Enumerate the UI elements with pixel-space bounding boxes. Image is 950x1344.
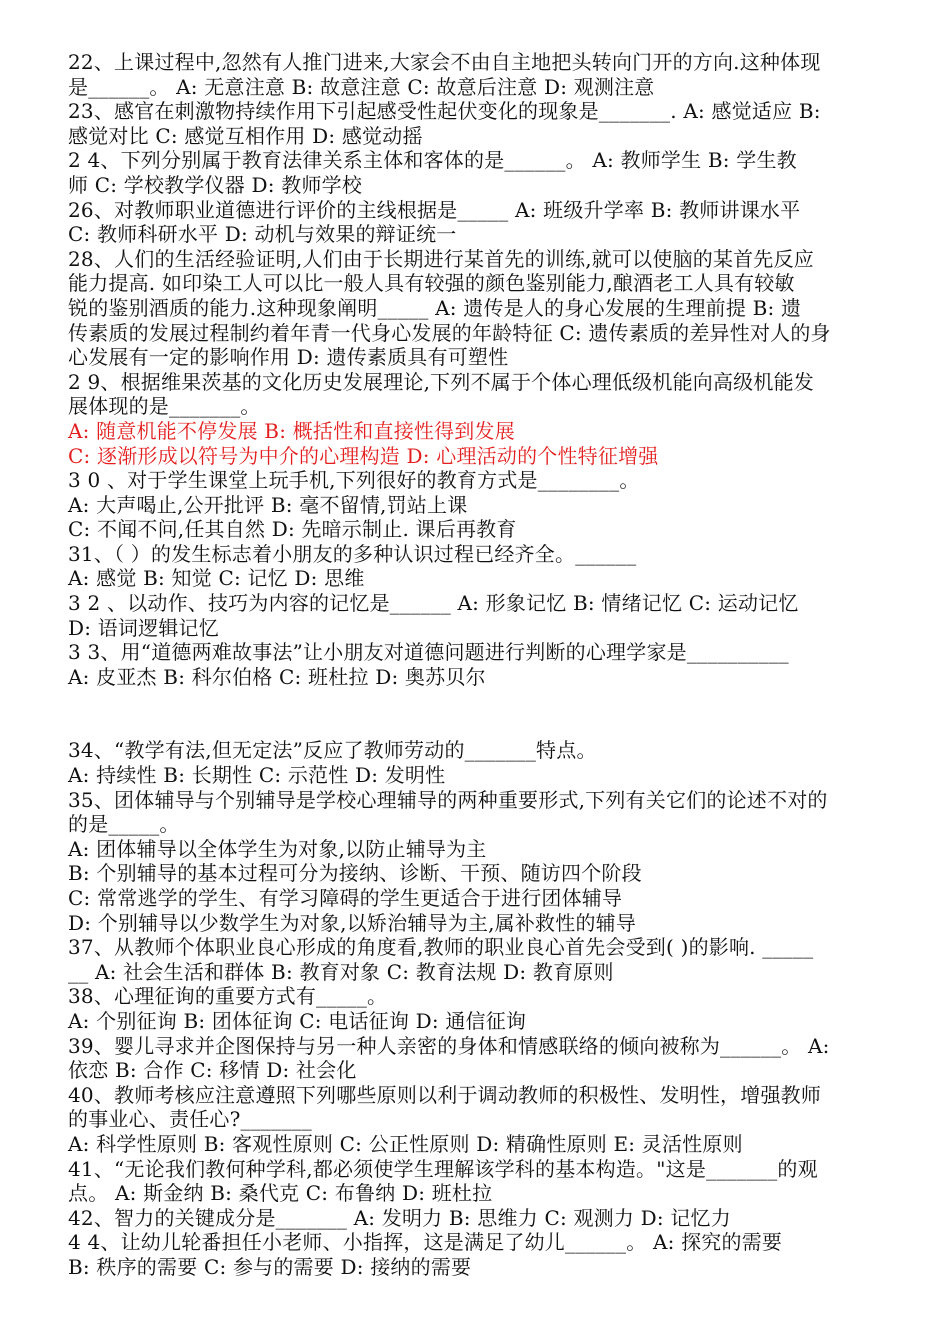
text-line: A: 持续性 B: 长期性 C: 示范性 D: 发明性 xyxy=(68,763,446,788)
text-line: A: 大声喝止,公开批评 B: 毫不留情,罚站上课 xyxy=(68,492,468,517)
text-line: 22、上课过程中,忽然有人推门进来,大家会不由自主地把头转向门开的方向.这种体现 xyxy=(68,50,821,74)
text-line: 的是_____。 xyxy=(68,812,180,837)
highlighted-text-line: C: 逐渐形成以符号为中介的心理构造 D: 心理活动的个性特征增强 xyxy=(68,443,659,468)
text-line: D: 个别辅导以少数学生为对象,以矫治辅导为主,属补救性的辅导 xyxy=(68,910,637,935)
text-line: 3 3、用“道德两难故事法”让小朋友对道德问题进行判断的心理学家是__________ xyxy=(68,640,789,665)
text-line: 42、智力的关键成分是_______ A: 发明力 B: 思维力 C: 观测力 D: 记忆力 xyxy=(68,1205,731,1230)
text-line: 依恋 B: 合作 C: 移情 D: 社会化 xyxy=(68,1058,357,1083)
text-line: 31、（ ）的发生标志着小朋友的多种认识过程已经齐全。______ xyxy=(68,541,637,566)
text-line: C: 教师科研水平 D: 动机与效果的辩证统一 xyxy=(68,222,457,247)
text-line: 40、教师考核应注意遵照下列哪些原则以利于调动教师的积极性、发明性，增强教师 xyxy=(68,1082,822,1107)
text-line: 感觉对比 C: 感觉互相作用 D: 感觉动摇 xyxy=(68,123,423,148)
text-line: A: 皮亚杰 B: 科尔伯格 C: 班杜拉 D: 奥苏贝尔 xyxy=(68,664,486,689)
text-line: 37、从教师个体职业良心形成的角度看,教师的职业良心首先会受到( )的影响. _____ xyxy=(68,935,814,960)
text-line: 传素质的发展过程制约着年青一代身心发展的年龄特征 C: 遗传素质的差异性对人的身 xyxy=(68,320,831,345)
document-page xyxy=(68,50,898,1280)
text-line: 2 4、下列分别属于教育法律关系主体和客体的是______。 A: 教师学生 B: 学生教 xyxy=(68,148,797,173)
text-line: 39、婴儿寻求并企图保持与另一种人亲密的身体和情感联络的倾向被称为______。 A: xyxy=(68,1033,830,1058)
text-line: B: 秩序的需要 C: 参与的需要 D: 接纳的需要 xyxy=(68,1254,472,1279)
text-line: A: 团体辅导以全体学生为对象,以防止辅导为主 xyxy=(68,836,487,861)
text-line: B: 个别辅导的基本过程可分为接纳、诊断、干预、随访四个阶段 xyxy=(68,861,642,886)
text-line: 点。 A: 斯金纳 B: 桑代克 C: 布鲁纳 D: 班杜拉 xyxy=(68,1181,493,1206)
section-gap xyxy=(68,689,898,738)
highlighted-text-line: A: 随意机能不停发展 B: 概括性和直接性得到发展 xyxy=(68,418,515,443)
text-line: 23、感官在刺激物持续作用下引起感受性起伏变化的现象是_______. A: 感觉适应 B: xyxy=(68,99,821,124)
text-line: 锐的鉴别酒质的能力.这种现象阐明_____ A: 遗传是人的身心发展的生理前提 B: 遗 xyxy=(68,295,802,320)
text-line: A: 个别征询 B: 团体征询 C: 电话征询 D: 通信征询 xyxy=(68,1008,527,1033)
text-line: 展体现的是_______。 xyxy=(68,394,261,419)
text-line: 4 4、让幼儿轮番担任小老师、小指挥，这是满足了幼儿______。 A: 探究的需要 xyxy=(68,1230,783,1255)
text-line: 能力提高. 如印染工人可以比一般人具有较强的颜色鉴别能力,酿酒老工人具有较敏 xyxy=(68,271,795,296)
text-line: 41、“无论我们教何种学科,都必须使学生理解该学科的基本构造。"这是_______的观 xyxy=(68,1156,818,1181)
text-line: C: 常常逃学的学生、有学习障碍的学生更适合于进行团体辅导 xyxy=(68,886,623,910)
text-line: 是______。 A: 无意注意 B: 故意注意 C: 故意后注意 D: 观测注意 xyxy=(68,74,655,99)
text-line: 3 0 、对于学生课堂上玩手机,下列很好的教育方式是________。 xyxy=(68,468,640,493)
text-line: 35、团体辅导与个别辅导是学校心理辅导的两种重要形式,下列有关它们的论述不对的 xyxy=(68,787,828,812)
question-block-1 xyxy=(68,50,898,689)
text-line: __ A: 社会生活和群体 B: 教育对象 C: 教育法规 D: 教育原则 xyxy=(68,959,614,984)
text-line: 师 C: 学校教学仪器 D: 教师学校 xyxy=(68,172,363,197)
text-line: C: 不闻不问,任其自然 D: 先暗示制止. 课后再教育 xyxy=(68,517,517,542)
text-line: 的事业心、责任心?_______ xyxy=(68,1107,312,1132)
text-line: 心发展有一定的影响作用 D: 遗传素质具有可塑性 xyxy=(68,345,509,370)
text-line: A: 科学性原则 B: 客观性原则 C: 公正性原则 D: 精确性原则 E: 灵活性原则 xyxy=(68,1131,743,1156)
text-line: A: 感觉 B: 知觉 C: 记忆 D: 思维 xyxy=(68,566,365,591)
text-line: 28、人们的生活经验证明,人们由于长期进行某首先的训练,就可以使脑的某首先反应 xyxy=(68,246,814,271)
text-line: 26、对教师职业道德进行评价的主线根据是_____ A: 班级升学率 B: 教师讲课水平 xyxy=(68,197,801,222)
text-line: 3 2 、以动作、技巧为内容的记忆是______ A: 形象记忆 B: 情绪记忆 C: 运动记忆 xyxy=(68,591,799,616)
text-line: 34、“教学有法,但无定法”反应了教师劳动的_______特点。 xyxy=(68,738,597,763)
text-line: 2 9、根据维果茨基的文化历史发展理论,下列不属于个体心理低级机能向高级机能发 xyxy=(68,369,814,394)
text-line: D: 语词逻辑记忆 xyxy=(68,615,219,640)
text-line: 38、心理征询的重要方式有_____。 xyxy=(68,984,388,1009)
question-block-2 xyxy=(68,738,898,1279)
